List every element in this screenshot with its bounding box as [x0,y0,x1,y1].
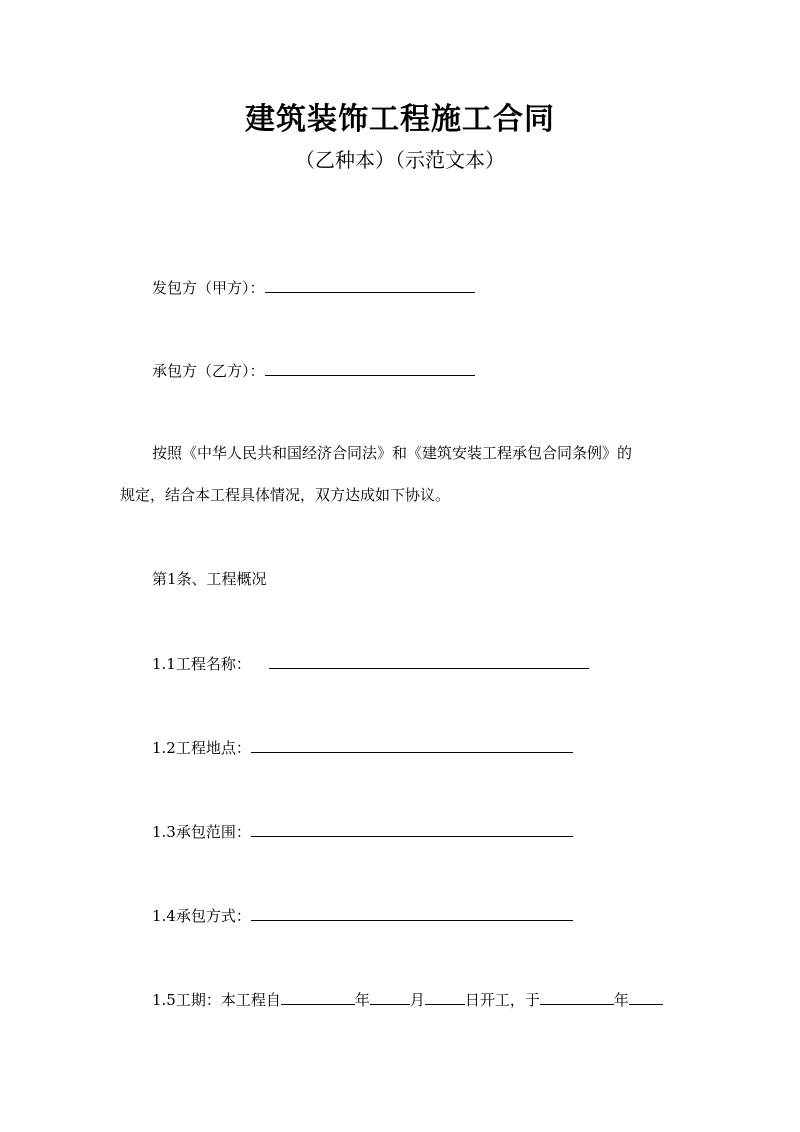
method-row [152,904,573,927]
period-row [152,988,663,1011]
project-location-blank[interactable] [251,736,573,753]
end-year-label: 年 [613,991,629,1009]
scope-label: 1.3承包范围： [152,823,251,841]
start-month-blank[interactable] [370,988,410,1005]
start-year-label: 年 [354,991,370,1009]
method-label: 1.4承包方式： [152,907,251,925]
contractor-row [152,359,475,382]
scope-blank[interactable] [251,820,573,837]
period-prefix: 1.5工期：本工程自 [152,991,281,1009]
contractor-label: 承包方（乙方）： [152,362,265,380]
employer-label: 发包方（甲方）： [152,279,265,297]
article-1-heading: 第1条、工程概况 [152,570,267,588]
start-month-label: 月 [409,991,425,1009]
employer-blank[interactable] [265,276,475,293]
end-month-blank[interactable] [629,988,663,1005]
scope-row [152,820,573,843]
project-name-blank[interactable] [269,652,589,669]
preamble-line-1: 按照《中华人民共和国经济合同法》和《建筑安装工程承包合同条例》的 [152,444,633,462]
project-location-label: 1.2工程地点： [152,739,251,757]
project-name-label: 1.1工程名称： [152,655,251,673]
start-day-blank[interactable] [425,988,465,1005]
document-subtitle: （乙种本）（示范文本） [295,148,505,172]
method-blank[interactable] [251,904,573,921]
preamble-line-2: 规定，结合本工程具体情况，双方达成如下协议。 [120,486,451,504]
contractor-blank[interactable] [265,359,475,376]
start-day-label: 日开工，于 [464,991,540,1009]
start-year-blank[interactable] [281,988,355,1005]
project-location-row [152,736,573,759]
end-year-blank[interactable] [540,988,614,1005]
employer-row [152,276,475,299]
project-name-row [152,652,589,675]
document-title: 建筑装饰工程施工合同 [245,102,555,137]
